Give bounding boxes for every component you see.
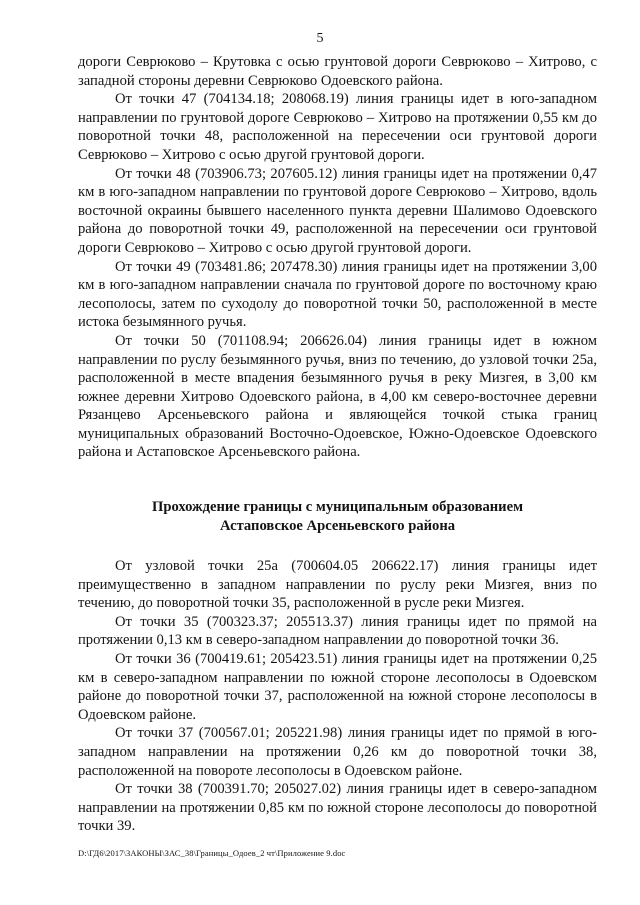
page-number: 5 (316, 31, 324, 46)
paragraph-continuation: дороги Севрюково – Крутовка с осью грунтовой дороги Севрюково – Хитрово, с западной стороны деревни Севрюково Одоевского района. (78, 54, 597, 89)
paragraph-point-36: От точки 36 (700419.61; 205423.51) линия границы идет на протяжении 0,25 км в северо-западном направлении по южной стороне лесополосы в Одоевском районе до поворотной точки 37, расположенной на южной стороне лесополосы в Одоевском районе. (78, 650, 597, 723)
paragraph-point-47: От точки 47 (704134.18; 208068.19) линия границы идет в юго-западном направлении по грунтовой дороге Севрюково – Хитрово на протяжении 0,55 км до поворотной точки 48, расположенной на пересечении оси грунтовой дороги Севрюково – Хитрово с осью другой грунтовой дороги. (78, 91, 597, 163)
paragraph-point-35: От точки 35 (700323.37; 205513.37) линия границы идет по прямой на протяжении 0,13 км в северо-западном направлении до поворотной точки 36. (78, 613, 597, 649)
body-text-top (78, 53, 597, 462)
paragraph-point-37: От точки 37 (700567.01; 205221.98) линия границы идет по прямой в юго-западном направлении на протяжении 0,26 км до поворотной точки 38, расположенной на повороте лесополосы в Одоевском районе. (78, 725, 597, 779)
paragraph-point-49: От точки 49 (703481.86; 207478.30) линия границы идет на протяжении 3,00 км в юго-западном направлении сначала по грунтовой дороге по восточному краю лесополосы, затем по суходолу до поворотной точки 50, расположенной в месте истока безымянного ручья. (78, 258, 597, 331)
paragraph-point-50: От точки 50 (701108.94; 206626.04) линия границы идет в южном направлении по руслу безымянного ручья, вниз по течению, до узловой точки 25а, расположенной в месте впадения безымянного ручья в реку Мизгея, в 3,00 км южнее деревни Хитрово Одоевского района, в 4,00 км северо-восточнее деревни Рязанцево Арсеньевского района и являющейся точкой стыка границ муниципальных образований Восточно-Одоевское, Южно-Одоевское Одоевского района и Астаповское Арсеньевского района. (78, 332, 597, 461)
section-heading-line-2: Астаповское Арсеньевского района (219, 518, 456, 534)
paragraph-point-38: От точки 38 (700391.70; 205027.02) линия границы идет в северо-западном направлении на протяжении 0,85 км по южной стороне лесополосы до поворотной точки 39. (78, 781, 597, 835)
section-heading (78, 498, 597, 536)
paragraph-point-48: От точки 48 (703906.73; 207605.12) линия границы идет на протяжении 0,47 км в юго-западном направлении по грунтовой дороге Севрюково – Хитрово, вдоль восточной окраины бывшего населенного пункта деревни Шалимово Одоевского района до поворотной точки 49, расположенной на пересечении оси грунтовой дороги Севрюково – Хитрово с осью другой грунтовой дороги. (78, 165, 597, 256)
footer-file-path: D:\ГД6\2017\ЗАКОНЫ\ЗАС_38\Границы_Одоев_2 чт\Приложение 9.doc (78, 848, 346, 858)
paragraph-point-25a: От узловой точки 25а (700604.05 206622.17) линия границы идет преимущественно в западном направлении по руслу реки Мизгея, вниз по течению, до поворотной точки 35, расположенной в русле реки Мизгея. (78, 558, 597, 612)
body-text-bottom (78, 557, 597, 836)
section-heading-line-1: Прохождение границы с муниципальным образованием (151, 499, 524, 515)
